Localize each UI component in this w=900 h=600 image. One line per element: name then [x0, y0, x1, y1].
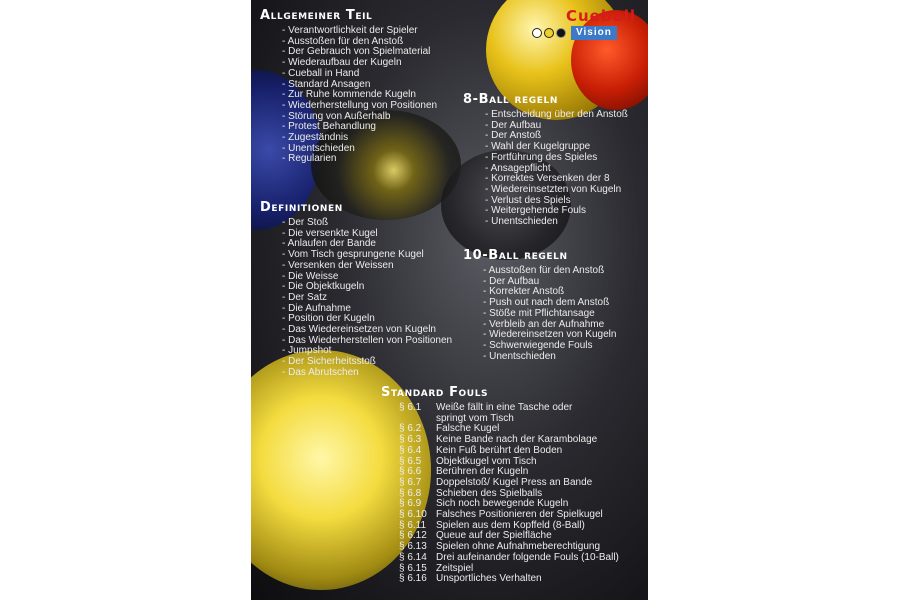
- foul-code: § 6.9: [399, 498, 422, 510]
- section-definitionen: [260, 200, 452, 379]
- foul-text: Schieben des Spielballs: [436, 487, 543, 499]
- foul-list: [381, 403, 619, 585]
- list-item: - Der Satz: [282, 293, 452, 304]
- foul-row: [399, 403, 619, 424]
- list-item: - Der Anstoß: [485, 131, 628, 142]
- section-heading: Definitionen: [260, 200, 343, 215]
- foul-code: § 6.10: [399, 509, 427, 521]
- foul-row: [399, 553, 619, 564]
- foul-code: § 6.7: [399, 476, 422, 488]
- list-item: - Wahl der Kugelgruppe: [485, 142, 628, 153]
- foul-code: § 6.6: [399, 466, 422, 478]
- white-ball-icon: [532, 28, 542, 38]
- list-item: - Das Wiederherstellen von Positionen: [282, 336, 452, 347]
- list-item: - Vom Tisch gesprungene Kugel: [282, 250, 452, 261]
- section-heading: 8-Ball regeln: [463, 92, 558, 107]
- foul-text: Sich noch bewegende Kugeln: [436, 498, 569, 510]
- foul-text: Spielen ohne Aufnahmeberechtigung: [436, 541, 601, 553]
- list-item: - Protest Behandlung: [282, 122, 437, 133]
- rule-list: [463, 110, 628, 228]
- rule-list: [463, 266, 616, 362]
- list-item: - Standard Ansagen: [282, 80, 437, 91]
- list-item: - Verbleib an der Aufnahme: [483, 320, 616, 331]
- section-8-ball-regeln: [463, 92, 628, 228]
- foul-text: Queue auf der Spielfläche: [436, 530, 552, 542]
- list-item: - Wiederherstellung von Positionen: [282, 101, 437, 112]
- list-item: - Das Wiedereinsetzen von Kugeln: [282, 325, 452, 336]
- foul-code: § 6.13: [399, 541, 427, 553]
- list-item: - Versenken der Weissen: [282, 261, 452, 272]
- foul-text: Objektkugel vom Tisch: [436, 455, 537, 467]
- list-item: - Wiedereinsetzen von Kugeln: [483, 330, 616, 341]
- foul-text: Kein Fuß berührt den Boden: [436, 444, 563, 456]
- foul-text: Doppelstoß/ Kugel Press an Bande: [436, 476, 593, 488]
- cueball-vision-logo: [532, 8, 636, 40]
- list-item: - Ausstoßen für den Anstoß: [282, 37, 437, 48]
- list-item: - Verantwortlichkeit der Spieler: [282, 26, 437, 37]
- list-item: - Die Weisse: [282, 272, 452, 283]
- foul-text: Drei aufeinander folgende Fouls (10-Ball): [436, 551, 619, 563]
- logo-subtitle: Vision: [571, 26, 617, 40]
- foul-code: § 6.15: [399, 562, 427, 574]
- list-item: - Der Aufbau: [485, 121, 628, 132]
- list-item: - Position der Kugeln: [282, 314, 452, 325]
- list-item: - Push out nach dem Anstoß: [483, 298, 616, 309]
- section-allgemeiner-teil: [260, 8, 437, 165]
- list-item: - Entscheidung über den Anstoß: [485, 110, 628, 121]
- list-item: - Zur Ruhe kommende Kugeln: [282, 90, 437, 101]
- foul-text: Keine Bande nach der Karambolage: [436, 434, 598, 446]
- list-item: - Ansagepflicht: [485, 164, 628, 175]
- list-item: - Der Gebrauch von Spielmaterial: [282, 47, 437, 58]
- foul-code: § 6.2: [399, 423, 422, 435]
- section-standard-fouls: [381, 385, 619, 585]
- list-item: - Wiedereinsetzten von Kugeln: [485, 185, 628, 196]
- foul-code: § 6.1: [399, 402, 422, 413]
- list-item: - Das Abrutschen: [282, 368, 452, 379]
- section-heading: 10-Ball regeln: [463, 248, 568, 263]
- list-item: - Cueball in Hand: [282, 69, 437, 80]
- list-item: - Regularien: [282, 154, 437, 165]
- list-item: - Schwerwiegende Fouls: [483, 341, 616, 352]
- foul-text: Weiße fällt in eine Tasche oder springt vom Tisch: [436, 402, 573, 424]
- list-item: - Zugeständnis: [282, 133, 437, 144]
- list-item: - Der Stoß: [282, 218, 452, 229]
- list-item: - Weitergehende Fouls: [485, 206, 628, 217]
- list-item: - Der Sicherheitsstoß: [282, 357, 452, 368]
- foul-text: Unsportliches Verhalten: [436, 573, 542, 585]
- section-heading: Standard Fouls: [381, 385, 489, 400]
- rule-list: [260, 26, 437, 165]
- list-item: - Unentschieden: [485, 217, 628, 228]
- foul-code: § 6.4: [399, 444, 422, 456]
- foul-code: § 6.3: [399, 434, 422, 446]
- list-item: - Die Aufnahme: [282, 304, 452, 315]
- list-item: - Stöße mit Pflichtansage: [483, 309, 616, 320]
- black-ball-icon: [556, 28, 566, 38]
- list-item: - Die versenkte Kugel: [282, 229, 452, 240]
- list-item: - Störung von Außerhalb: [282, 112, 437, 123]
- list-item: - Unentschieden: [483, 352, 616, 363]
- list-item: - Verlust des Spiels: [485, 196, 628, 207]
- list-item: - Korrektes Versenken der 8: [485, 174, 628, 185]
- list-item: - Fortführung des Spieles: [485, 153, 628, 164]
- foul-row: [399, 574, 619, 585]
- foul-text: Zeitspiel: [436, 562, 474, 574]
- list-item: - Jumpshot: [282, 346, 452, 357]
- yellow-ball-icon: [544, 28, 554, 38]
- list-item: - Korrekter Anstoß: [483, 287, 616, 298]
- foul-code: § 6.11: [399, 519, 427, 531]
- foul-text: Falsche Kugel: [436, 423, 500, 435]
- list-item: - Der Aufbau: [483, 277, 616, 288]
- foul-row: [399, 446, 619, 457]
- list-item: - Wiederaufbau der Kugeln: [282, 58, 437, 69]
- list-item: - Ausstoßen für den Anstoß: [483, 266, 616, 277]
- rule-list: [260, 218, 452, 379]
- list-item: - Unentschieden: [282, 144, 437, 155]
- logo-wordmark: Cueball: [565, 7, 636, 25]
- foul-text: Spielen aus dem Kopffeld (8-Ball): [436, 519, 585, 531]
- foul-code: § 6.12: [399, 530, 427, 542]
- list-item: - Anlaufen der Bande: [282, 239, 452, 250]
- foul-code: § 6.14: [399, 551, 427, 563]
- rules-poster: [251, 0, 648, 600]
- foul-code: § 6.8: [399, 487, 422, 499]
- foul-code: § 6.16: [399, 573, 427, 585]
- foul-code: § 6.5: [399, 455, 422, 467]
- section-10-ball-regeln: [463, 248, 616, 362]
- foul-text: Berühren der Kugeln: [436, 466, 529, 478]
- section-heading: Allgemeiner Teil: [260, 8, 373, 23]
- foul-text: Falsches Positionieren der Spielkugel: [436, 509, 603, 521]
- list-item: - Die Objektkugeln: [282, 282, 452, 293]
